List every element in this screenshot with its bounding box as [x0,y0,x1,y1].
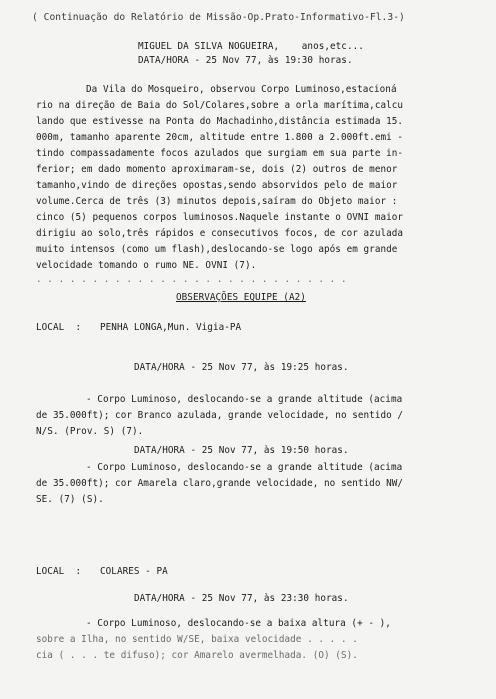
observation-line: de 35.000ft); cor Branco azulada, grande velocidade, no sentido / [36,410,404,421]
paragraph-line: . . . . . . . . . . . . . . . . . . . . . . . . . . . . [36,274,347,285]
witness-name: MIGUEL DA SILVA NOGUEIRA, anos,etc... [138,41,364,52]
observation-datetime: DATA/HORA - 25 Nov 77, às 23:30 horas. [134,593,349,604]
observation-datetime: DATA/HORA - 25 Nov 77, às 19:25 horas. [134,362,349,373]
observation-line: - Corpo Luminoso, deslocando-se a grande altitude (acima [86,394,403,405]
paragraph-line: 000m, tamanho aparente 20cm, altitude entre 1.800 a 2.000ft.emi - [36,132,404,143]
paragraph-line: rio na direção de Baia do Sol/Colares,sobre a orla marítima,calcu [36,100,404,111]
observation-line: de 35.000ft); cor Amarela claro,grande velocidade, no sentido NW/ [36,478,404,489]
observation-line: sobre a Ilha, no sentido W/SE, baixa velocidade . . . . . [36,634,358,645]
paragraph-line: volume.Cerca de três (3) minutos depois,saíram do Objeto maior : [36,196,398,207]
observation-line: SE. (7) (S). [36,494,104,505]
paragraph-line: cinco (5) pequenos corpos luminosos.Naquele instante o OVNI maior [36,212,404,223]
location-value: PENHA LONGA,Mun. Vigia-PA [100,322,242,333]
paragraph-line: Da Vila do Mosqueiro, observou Corpo Luminoso,estacioná [86,84,397,95]
location-label: LOCAL : [36,566,82,577]
report-title: ( Continuação do Relatório de Missão-Op.Prato-Informativo-Fl.3-) [32,12,405,23]
header-datetime: DATA/HORA - 25 Nov 77, às 19:30 horas. [138,55,353,66]
observation-datetime: DATA/HORA - 25 Nov 77, às 19:50 horas. [134,445,349,456]
observation-line: - Corpo Luminoso, deslocando-se a baixa altura (+ - ), [86,618,391,629]
paragraph-line: tindo compassadamente focos azulados que surgiam em sua parte in- [36,148,404,159]
paragraph-line: lando que estivesse na Ponta do Machadinho,distância estimada 15. [36,116,404,127]
paragraph-line: dirigiu ao solo,três rápidos e consecutivos focos, de cor azulada [36,228,404,239]
paragraph-line: velocidade tomando o rumo NE. OVNI (7). [36,260,257,271]
section-heading: OBSERVAÇÕES EQUIPE (A2) [176,292,306,303]
observation-line: N/S. (Prov. S) (7). [36,426,144,437]
paragraph-line: tamanho,vindo de direções opostas,sendo absorvidos pelo de maior [36,180,398,191]
location-value: COLARES - PA [100,566,168,577]
observation-line: cia ( . . . te difuso); cor Amarelo avermelhada. (O) (S). [36,650,358,661]
paragraph-line: muito intensos (como um flash),deslocando-se logo após em grande [36,244,398,255]
location-label: LOCAL : [36,322,82,333]
paragraph-line: ferior; em dado momento aproximaram-se, dois (2) outros de menor [36,164,398,175]
observation-line: - Corpo Luminoso, deslocando-se a grande altitude (acima [86,462,403,473]
